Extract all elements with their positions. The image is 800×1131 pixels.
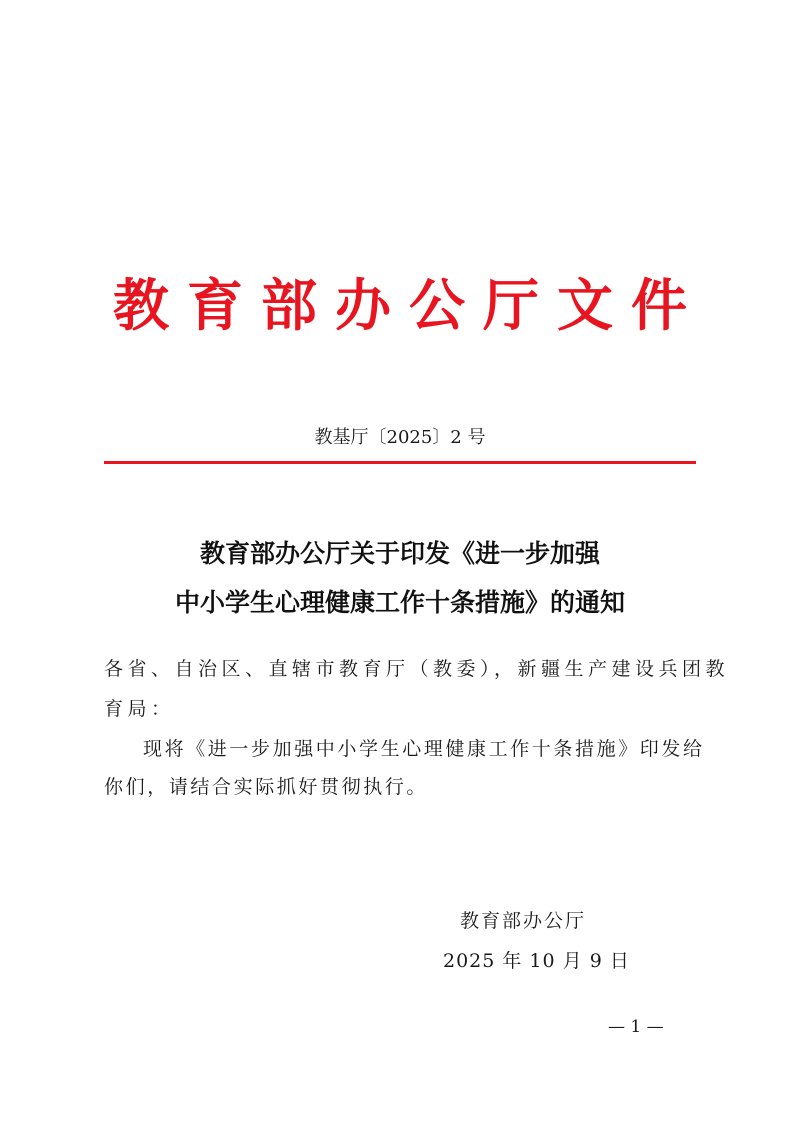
body-paragraph-line-1: 现将《进一步加强中小学生心理健康工作十条措施》印发给 (143, 738, 705, 760)
red-divider (104, 461, 696, 464)
issuer-signature: 教育部办公厅 (460, 910, 587, 932)
masthead-title: 教育部办公厅文件 (113, 273, 705, 339)
notice-title-line-2: 中小学生心理健康工作十条措施》的通知 (174, 588, 625, 617)
page-number: — 1 — (608, 1017, 664, 1037)
addressee-line-1: 各省、自治区、直辖市教育厅（教委），新疆生产建设兵团教 (104, 658, 730, 680)
document-number: 教基厅〔2025〕2 号 (314, 427, 486, 448)
notice-title-line-1: 教育部办公厅关于印发《进一步加强 (199, 539, 600, 568)
body-paragraph-line-2: 你们，请结合实际抓好贯彻执行。 (104, 776, 429, 798)
issue-date: 2025 年 10 月 9 日 (443, 950, 630, 972)
addressee-line-2: 育局： (104, 698, 175, 720)
